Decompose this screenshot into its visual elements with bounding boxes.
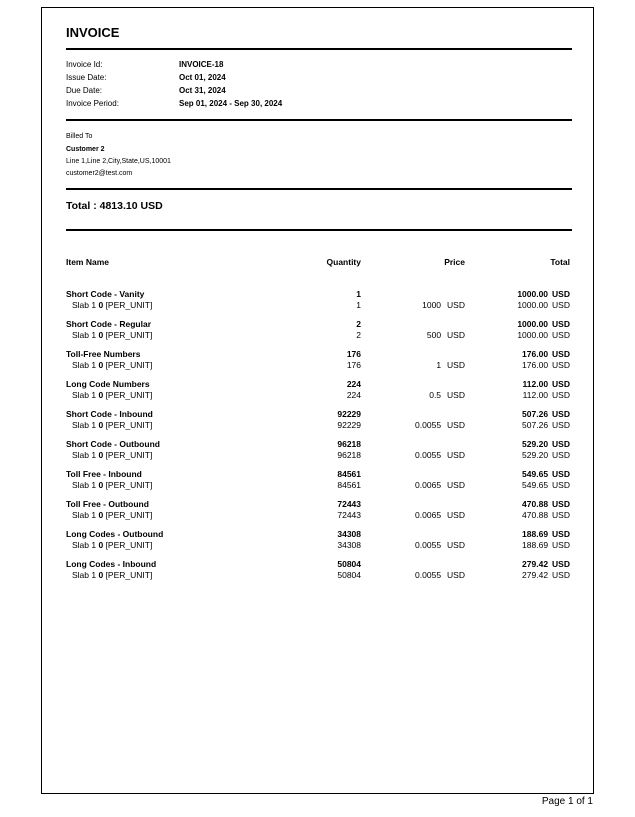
slab-price-value: 0.0065 (415, 510, 442, 520)
slab-label-index: 0 (98, 450, 104, 460)
item-price (361, 311, 465, 330)
slab-total (465, 390, 570, 401)
slab-quantity: 1 (356, 300, 361, 310)
slab-total-currency: USD (552, 300, 570, 310)
table-row (66, 551, 570, 570)
table-row (66, 300, 570, 311)
column-header-total: Total (550, 257, 570, 267)
slab-total (465, 510, 570, 521)
table-row (66, 273, 570, 300)
divider (66, 119, 572, 121)
item-name: Long Code Numbers (66, 379, 150, 389)
slab-price-currency: USD (447, 330, 465, 340)
item-quantity: 50804 (337, 559, 361, 569)
slab-label-prefix: Slab 1 (72, 510, 99, 520)
table-row (66, 461, 570, 480)
item-quantity: 1 (356, 289, 361, 299)
item-price (361, 341, 465, 360)
slab-total-currency: USD (552, 570, 570, 580)
item-total-value: 112.00 (522, 379, 549, 389)
slab-total-currency: USD (552, 450, 570, 460)
table-row (66, 480, 570, 491)
item-name: Short Code - Regular (66, 319, 152, 329)
slab-price-currency: USD (447, 510, 465, 520)
item-total-currency: USD (552, 559, 570, 569)
item-total-value: 507.26 (522, 409, 549, 419)
customer-email: customer2@test.com (66, 170, 133, 177)
slab-quantity: 96218 (337, 450, 361, 460)
item-price (361, 371, 465, 390)
slab-label-index: 0 (98, 570, 104, 580)
table-row (66, 540, 570, 551)
meta-value: Oct 01, 2024 (179, 73, 226, 82)
slab-label (66, 390, 266, 401)
slab-total-currency: USD (552, 540, 570, 550)
slab-label-prefix: Slab 1 (72, 390, 99, 400)
table-row (66, 341, 570, 360)
slab-label-suffix: [PER_UNIT] (103, 420, 153, 430)
slab-price-value: 0.5 (429, 390, 442, 400)
table-row (66, 570, 570, 581)
slab-quantity: 224 (346, 390, 361, 400)
slab-label-suffix: [PER_UNIT] (103, 390, 153, 400)
slab-label (66, 510, 266, 521)
table-row (66, 371, 570, 390)
table-row (66, 420, 570, 431)
slab-total-value: 188.69 (522, 540, 549, 550)
item-total-currency: USD (552, 289, 570, 299)
slab-total-currency: USD (552, 360, 570, 370)
slab-price (361, 420, 465, 431)
slab-price-currency: USD (447, 300, 465, 310)
table-row (66, 431, 570, 450)
item-total (465, 401, 570, 420)
slab-price (361, 480, 465, 491)
slab-price-value: 0.0055 (415, 450, 442, 460)
item-name: Long Codes - Inbound (66, 559, 157, 569)
slab-total (465, 570, 570, 581)
slab-total-value: 529.20 (522, 450, 549, 460)
slab-label (66, 450, 266, 461)
item-total-value: 279.42 (522, 559, 549, 569)
slab-label-index: 0 (98, 540, 104, 550)
slab-label-index: 0 (98, 360, 104, 370)
slab-label-prefix: Slab 1 (72, 300, 99, 310)
slab-label-index: 0 (98, 420, 104, 430)
slab-label-suffix: [PER_UNIT] (103, 540, 153, 550)
item-total-value: 1000.00 (517, 289, 549, 299)
slab-total-currency: USD (552, 390, 570, 400)
item-quantity: 96218 (337, 439, 361, 449)
slab-label-suffix: [PER_UNIT] (103, 330, 153, 340)
slab-label-prefix: Slab 1 (72, 450, 99, 460)
table-row (66, 311, 570, 330)
meta-value: Oct 31, 2024 (179, 86, 226, 95)
item-total-value: 529.20 (522, 439, 549, 449)
item-price (361, 461, 465, 480)
slab-total-value: 470.88 (522, 510, 549, 520)
slab-label (66, 570, 266, 581)
item-quantity: 84561 (337, 469, 361, 479)
item-total-value: 176.00 (522, 349, 549, 359)
table-row (66, 491, 570, 510)
item-total (465, 341, 570, 360)
item-quantity: 34308 (337, 529, 361, 539)
table-row (66, 390, 570, 401)
slab-label-suffix: [PER_UNIT] (103, 570, 153, 580)
invoice-page (41, 7, 594, 794)
slab-label (66, 300, 266, 311)
slab-total-value: 549.65 (522, 480, 549, 490)
slab-label-index: 0 (98, 300, 104, 310)
divider (66, 229, 572, 231)
meta-label: Due Date: (66, 86, 103, 95)
item-quantity: 72443 (337, 499, 361, 509)
item-total (465, 491, 570, 510)
item-quantity: 92229 (337, 409, 361, 419)
slab-total (465, 420, 570, 431)
column-header-price: Price (444, 257, 465, 267)
slab-price (361, 570, 465, 581)
item-total-currency: USD (552, 499, 570, 509)
slab-quantity: 176 (346, 360, 361, 370)
item-name: Short Code - Vanity (66, 289, 145, 299)
slab-label-index: 0 (98, 390, 104, 400)
meta-label: Invoice Id: (66, 60, 103, 69)
item-total-value: 549.65 (522, 469, 549, 479)
item-name: Toll Free - Outbound (66, 499, 149, 509)
slab-label-prefix: Slab 1 (72, 420, 99, 430)
table-row (66, 360, 570, 371)
item-name: Toll Free - Inbound (66, 469, 142, 479)
table-row (66, 510, 570, 521)
item-total (465, 431, 570, 450)
item-total-value: 188.69 (522, 529, 549, 539)
slab-label (66, 420, 266, 431)
slab-price-currency: USD (447, 570, 465, 580)
slab-quantity: 92229 (337, 420, 361, 430)
slab-total (465, 480, 570, 491)
slab-price (361, 390, 465, 401)
slab-price-value: 500 (426, 330, 442, 340)
slab-quantity: 50804 (337, 570, 361, 580)
item-total (465, 311, 570, 330)
item-total (465, 461, 570, 480)
item-name: Short Code - Outbound (66, 439, 160, 449)
billed-to-section (66, 131, 171, 180)
item-price (361, 551, 465, 570)
slab-price-value: 0.0065 (415, 480, 442, 490)
slab-price-value: 0.0055 (415, 570, 442, 580)
slab-label-suffix: [PER_UNIT] (103, 360, 153, 370)
slab-total (465, 330, 570, 341)
slab-label-prefix: Slab 1 (72, 540, 99, 550)
slab-price (361, 540, 465, 551)
slab-label-suffix: [PER_UNIT] (103, 480, 153, 490)
slab-label (66, 540, 266, 551)
item-total (465, 551, 570, 570)
item-price (361, 273, 465, 300)
slab-quantity: 34308 (337, 540, 361, 550)
invoice-title: INVOICE (66, 25, 120, 40)
slab-label-index: 0 (98, 330, 104, 340)
slab-price (361, 450, 465, 461)
slab-total-value: 279.42 (522, 570, 549, 580)
slab-total-currency: USD (552, 510, 570, 520)
table-row (66, 450, 570, 461)
item-total (465, 371, 570, 390)
slab-total (465, 300, 570, 311)
item-total-currency: USD (552, 469, 570, 479)
meta-value: Sep 01, 2024 - Sep 30, 2024 (179, 99, 283, 108)
slab-label-suffix: [PER_UNIT] (103, 510, 153, 520)
slab-price-value: 0.0055 (415, 540, 442, 550)
divider (66, 188, 572, 190)
slab-total-currency: USD (552, 480, 570, 490)
slab-label-index: 0 (98, 510, 104, 520)
slab-label-suffix: [PER_UNIT] (103, 450, 153, 460)
slab-label (66, 330, 266, 341)
slab-total (465, 450, 570, 461)
item-quantity: 2 (356, 319, 361, 329)
slab-label-prefix: Slab 1 (72, 570, 99, 580)
item-total-value: 1000.00 (517, 319, 549, 329)
item-quantity: 176 (346, 349, 361, 359)
slab-total-value: 1000.00 (517, 300, 549, 310)
slab-label (66, 480, 266, 491)
meta-label: Invoice Period: (66, 99, 119, 108)
table-row (66, 330, 570, 341)
billed-to-heading: Billed To (66, 133, 93, 140)
slab-price-currency: USD (447, 390, 465, 400)
item-total-currency: USD (552, 319, 570, 329)
customer-name: Customer 2 (66, 146, 105, 153)
item-total-value: 470.88 (522, 499, 549, 509)
item-price (361, 491, 465, 510)
slab-total (465, 540, 570, 551)
meta-label: Issue Date: (66, 73, 107, 82)
slab-price-currency: USD (447, 480, 465, 490)
table-row (66, 521, 570, 540)
item-total-currency: USD (552, 379, 570, 389)
slab-label-index: 0 (98, 480, 104, 490)
slab-price (361, 330, 465, 341)
item-total-currency: USD (552, 439, 570, 449)
item-total-currency: USD (552, 409, 570, 419)
slab-label-prefix: Slab 1 (72, 360, 99, 370)
table-row (66, 401, 570, 420)
invoice-total: Total : 4813.10 USD (66, 200, 163, 212)
slab-total-value: 1000.00 (517, 330, 549, 340)
item-price (361, 521, 465, 540)
divider (66, 48, 572, 50)
slab-total-value: 176.00 (522, 360, 549, 370)
slab-price-currency: USD (447, 540, 465, 550)
column-header-item-name: Item Name (66, 257, 109, 267)
item-total (465, 521, 570, 540)
slab-label-prefix: Slab 1 (72, 330, 99, 340)
slab-total-value: 112.00 (522, 390, 549, 400)
line-items (66, 273, 570, 581)
line-items-table (66, 257, 570, 581)
slab-price-currency: USD (447, 450, 465, 460)
slab-label-prefix: Slab 1 (72, 480, 99, 490)
column-header-quantity: Quantity (326, 257, 361, 267)
item-price (361, 401, 465, 420)
item-name: Toll-Free Numbers (66, 349, 141, 359)
item-name: Long Codes - Outbound (66, 529, 164, 539)
slab-total-value: 507.26 (522, 420, 549, 430)
slab-quantity: 84561 (337, 480, 361, 490)
slab-price (361, 360, 465, 371)
slab-price-currency: USD (447, 360, 465, 370)
item-price (361, 431, 465, 450)
slab-total (465, 360, 570, 371)
slab-price-value: 1 (436, 360, 442, 370)
slab-label-suffix: [PER_UNIT] (103, 300, 153, 310)
slab-total-currency: USD (552, 330, 570, 340)
table-header (66, 257, 570, 273)
page-number: Page 1 of 1 (541, 796, 593, 807)
slab-price (361, 510, 465, 521)
slab-price-value: 0.0055 (415, 420, 442, 430)
customer-address: Line 1,Line 2,City,State,US,10001 (66, 158, 171, 165)
slab-total-currency: USD (552, 420, 570, 430)
slab-price-value: 1000 (422, 300, 442, 310)
slab-price (361, 300, 465, 311)
slab-quantity: 72443 (337, 510, 361, 520)
meta-value: INVOICE-18 (179, 60, 224, 69)
item-total-currency: USD (552, 529, 570, 539)
slab-price-currency: USD (447, 420, 465, 430)
item-name: Short Code - Inbound (66, 409, 153, 419)
slab-label (66, 360, 266, 371)
item-total-currency: USD (552, 349, 570, 359)
item-quantity: 224 (346, 379, 361, 389)
item-total (465, 273, 570, 300)
slab-quantity: 2 (356, 330, 361, 340)
